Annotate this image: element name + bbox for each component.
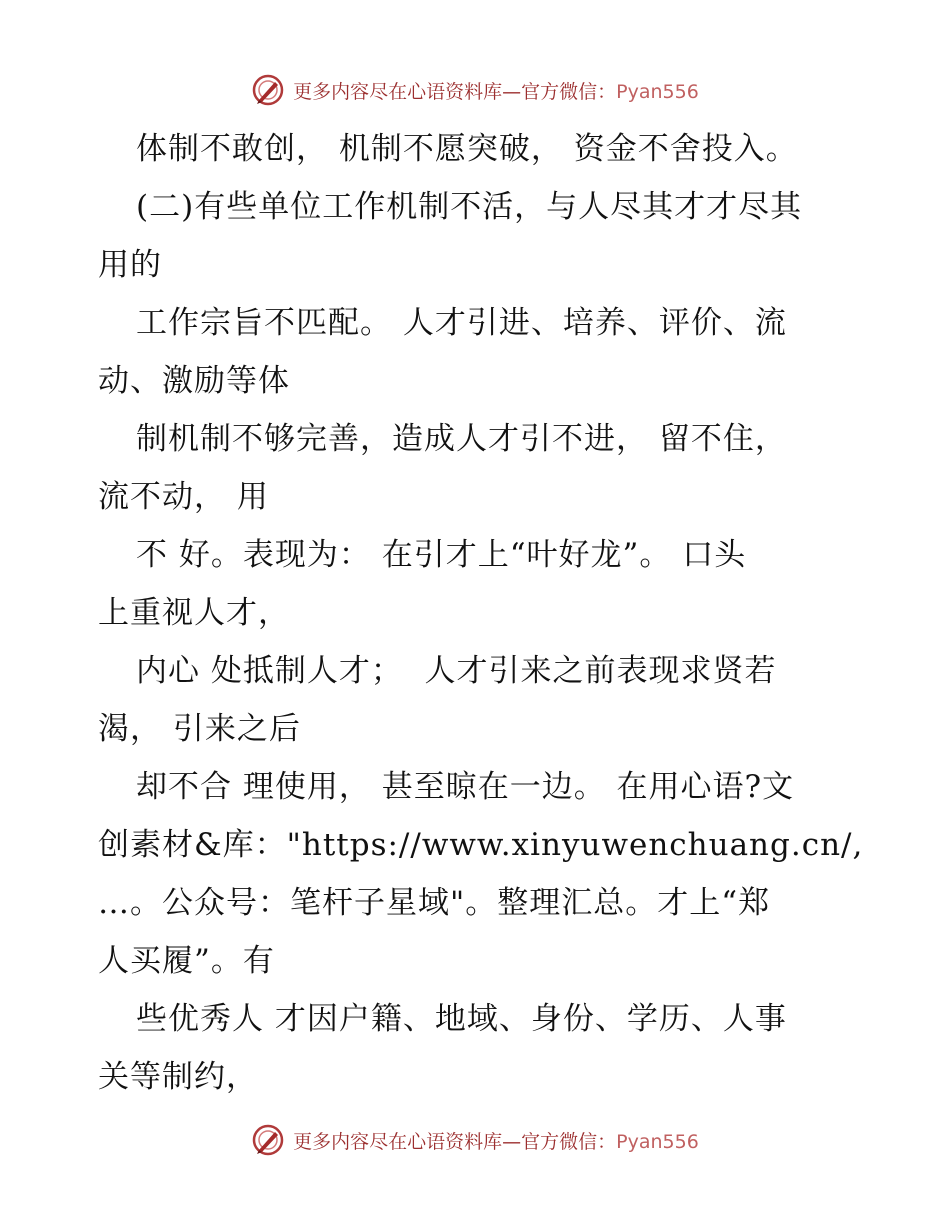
text-line: 些优秀人 才因户籍、地域、身份、学历、人事 [136, 1001, 787, 1037]
watermark-contact: Pyan556 [616, 1130, 699, 1153]
text-line: 用的 [98, 247, 162, 283]
text-line: 内心 处抵制人才； 人才引来之前表现求贤若 [136, 653, 777, 689]
text-line: 制机制不够完善，造成人才引不进， 留不住， [136, 421, 787, 457]
watermark-contact: Pyan556 [616, 80, 699, 103]
text-line: …。公众号：笔杆子星域"。整理汇总。才上“郑 [98, 885, 771, 921]
text-line: 人买履”。有 [98, 943, 275, 979]
header-watermark-banner [0, 70, 950, 110]
text-line: 上重视人才， [98, 595, 290, 631]
text-line: 关等制约， [98, 1059, 258, 1095]
text-line: 却不合 理使用， 甚至晾在一边。 在用心语?文 [136, 769, 795, 805]
text-line: 不 好。表现为： 在引才上“叶好龙”。 口头 [136, 537, 747, 573]
text-line: 工作宗旨不匹配。 人才引进、培养、评价、流 [136, 305, 787, 341]
quill-pen-logo-icon [251, 1123, 285, 1157]
text-line: 流不动， 用 [98, 479, 269, 515]
text-line: 渴， 引来之后 [98, 711, 301, 747]
quill-pen-logo-icon [251, 73, 285, 107]
text-line: 创素材&库："https://www.xinyuwenchuang.cn/, [98, 827, 864, 863]
document-body [98, 120, 864, 1106]
footer-watermark-banner [0, 1120, 950, 1160]
text-line: 体制不敢创， 机制不愿突破， 资金不舍投入。 [136, 131, 798, 167]
watermark-text: 更多内容尽在心语资料库—官方微信：Pyan556 [293, 80, 699, 103]
text-line: (二)有些单位工作机制不活，与人尽其才才尽其 [136, 189, 803, 225]
text-line: 动、激励等体 [98, 363, 290, 399]
watermark-text: 更多内容尽在心语资料库—官方微信：Pyan556 [293, 1130, 699, 1153]
